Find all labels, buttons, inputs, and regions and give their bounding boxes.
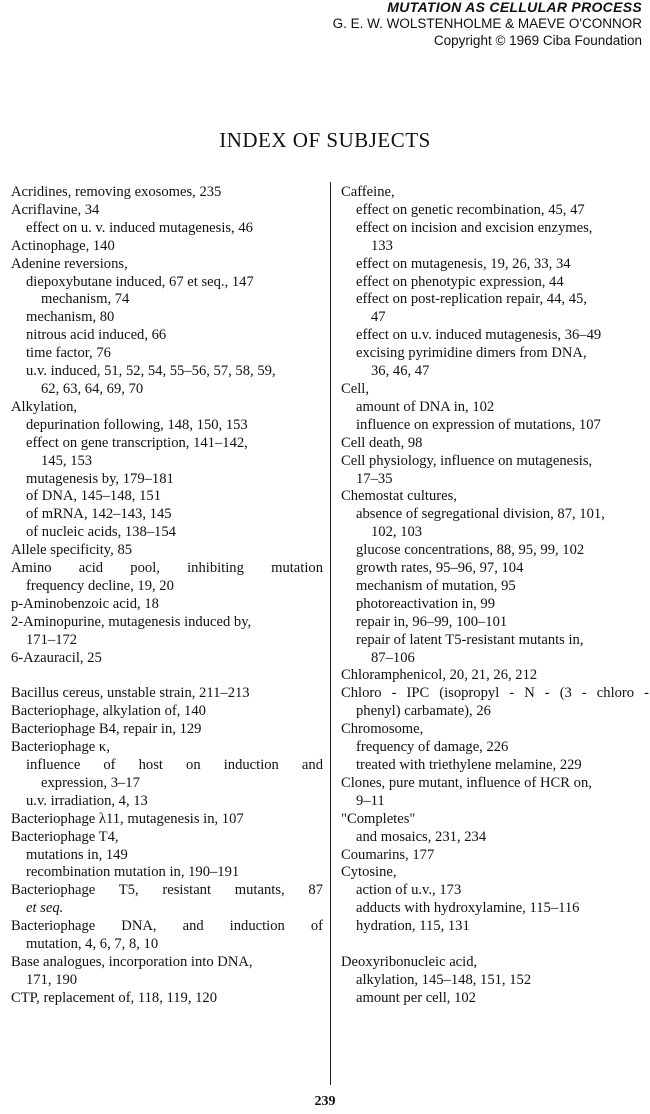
index-entry: Bacteriophage, alkylation of, 140 bbox=[11, 703, 206, 720]
index-continuation: mutation, 4, 6, 7, 8, 10 bbox=[26, 936, 159, 953]
index-continuation: 145, 153 bbox=[41, 452, 93, 469]
index-subentry: frequency of damage, 226 bbox=[356, 739, 509, 756]
index-entry: Bacteriophage T4, bbox=[11, 828, 119, 845]
index-continuation: frequency decline, 19, 20 bbox=[26, 577, 174, 594]
index-subentry: effect on gene transcription, 141–142, bbox=[26, 434, 248, 451]
index-entry: Base analogues, incorporation into DNA, bbox=[11, 953, 253, 970]
index-subentry: influence on expression of mutations, 107 bbox=[356, 416, 601, 433]
index-subentry: recombination mutation in, 190–191 bbox=[26, 864, 240, 881]
index-subentry: adducts with hydroxylamine, 115–116 bbox=[356, 900, 580, 917]
index-entry: Bacteriophage DNA, and induction of bbox=[11, 918, 323, 935]
index-entry: Actinophage, 140 bbox=[11, 237, 115, 254]
index-subentry: of mRNA, 142–143, 145 bbox=[26, 506, 172, 523]
page-number: 239 bbox=[314, 1094, 336, 1109]
index-continuation: phenyl) carbamate), 26 bbox=[356, 703, 491, 720]
index-continuation: 171, 190 bbox=[26, 971, 78, 988]
index-continuation: 87–106 bbox=[371, 649, 415, 666]
index-column-right bbox=[341, 184, 649, 1008]
index-entry: Acriflavine, 34 bbox=[11, 201, 100, 218]
index-entry: 2-Aminopurine, mutagenesis induced by, bbox=[11, 613, 252, 630]
index-entry: Clones, pure mutant, influence of HCR on, bbox=[341, 774, 592, 791]
index-subentry: growth rates, 95–96, 97, 104 bbox=[356, 560, 524, 577]
index-subentry: repair of latent T5-resistant mutants in, bbox=[356, 631, 584, 648]
index-continuation: expression, 3–17 bbox=[41, 774, 140, 791]
index-entry: Chloro - IPC (isopropyl - N - (3 - chloro - bbox=[341, 685, 649, 702]
index-continuation: 171–172 bbox=[26, 631, 78, 648]
index-subentry: depurination following, 148, 150, 153 bbox=[26, 416, 248, 433]
index-continuation: 62, 63, 64, 69, 70 bbox=[41, 380, 144, 397]
index-entry: Adenine reversions, bbox=[11, 255, 128, 272]
index-subentry: influence of host on induction and bbox=[26, 756, 323, 773]
book-header bbox=[333, 0, 642, 49]
index-subentry: action of u.v., 173 bbox=[356, 882, 462, 899]
index-subentry: repair in, 96–99, 100–101 bbox=[356, 613, 508, 630]
page-title: INDEX OF SUBJECTS bbox=[219, 128, 431, 152]
index-subentry: amount per cell, 102 bbox=[356, 989, 476, 1006]
index-entry: p-Aminobenzoic acid, 18 bbox=[11, 595, 159, 612]
index-entry: Bacteriophage T5, resistant mutants, 87 bbox=[11, 882, 323, 899]
index-subentry: photoreactivation in, 99 bbox=[356, 595, 496, 612]
index-entry: Cell, bbox=[341, 380, 369, 397]
index-entry: Alkylation, bbox=[11, 398, 78, 415]
index-subentry: effect on phenotypic expression, 44 bbox=[356, 273, 564, 290]
index-subentry: time factor, 76 bbox=[26, 345, 111, 362]
index-subentry: mechanism, 80 bbox=[26, 309, 115, 326]
index-continuation: 102, 103 bbox=[371, 524, 423, 541]
index-entry: Chromosome, bbox=[341, 721, 424, 738]
index-subentry: nitrous acid induced, 66 bbox=[26, 327, 167, 344]
index-entry: 6-Azauracil, 25 bbox=[11, 649, 102, 666]
index-entry: "Completes" bbox=[341, 810, 416, 827]
index-entry: Amino acid pool, inhibiting mutation bbox=[11, 560, 323, 577]
index-column-left bbox=[11, 184, 323, 1008]
copyright-line: Copyright © 1969 Ciba Foundation bbox=[433, 33, 642, 48]
letter-gap bbox=[341, 936, 649, 954]
index-subentry: u.v. induced, 51, 52, 54, 55–56, 57, 58, 59, bbox=[26, 363, 276, 380]
index-subentry: diepoxybutane induced, 67 et seq., 147 bbox=[26, 273, 254, 290]
index-subentry: effect on genetic recombination, 45, 47 bbox=[356, 201, 585, 218]
book-title: MUTATION AS CELLULAR PROCESS bbox=[387, 0, 642, 15]
index-entry: Coumarins, 177 bbox=[341, 846, 435, 863]
index-continuation: 47 bbox=[371, 309, 386, 326]
index-subentry: absence of segregational division, 87, 101, bbox=[356, 506, 605, 523]
letter-gap bbox=[11, 667, 323, 685]
index-subentry: effect on mutagenesis, 19, 26, 33, 34 bbox=[356, 255, 571, 272]
index-subentry: excising pyrimidine dimers from DNA, bbox=[356, 345, 587, 362]
book-editors: G. E. W. WOLSTENHOLME & MAEVE O'CONNOR bbox=[332, 16, 642, 31]
index-subentry: effect on u.v. induced mutagenesis, 36–49 bbox=[356, 327, 602, 344]
index-subentry: treated with triethylene melamine, 229 bbox=[356, 757, 582, 773]
index-entry: Chemostat cultures, bbox=[341, 488, 457, 505]
index-entry: Bacillus cereus, unstable strain, 211–213 bbox=[11, 685, 250, 702]
index-subentry: and mosaics, 231, 234 bbox=[356, 828, 487, 845]
index-continuation: 133 bbox=[371, 237, 393, 254]
index-subentry: of nucleic acids, 138–154 bbox=[26, 524, 176, 541]
index-subentry: mutations in, 149 bbox=[26, 846, 128, 863]
index-entry: Chloramphenicol, 20, 21, 26, 212 bbox=[341, 667, 538, 684]
index-entry: Bacteriophage λ11, mutagenesis in, 107 bbox=[11, 810, 244, 827]
index-entry: Bacteriophage κ, bbox=[11, 739, 110, 756]
index-continuation: et seq. bbox=[26, 900, 64, 917]
index-entry: Allele specificity, 85 bbox=[11, 542, 133, 559]
index-subentry: hydration, 115, 131 bbox=[356, 918, 470, 935]
index-subentry: alkylation, 145–148, 151, 152 bbox=[356, 971, 532, 988]
index-subentry: amount of DNA in, 102 bbox=[356, 398, 495, 415]
column-divider bbox=[330, 182, 331, 1085]
index-continuation: 36, 46, 47 bbox=[371, 363, 430, 380]
index-entry: Bacteriophage B4, repair in, 129 bbox=[11, 721, 202, 738]
index-entry: CTP, replacement of, 118, 119, 120 bbox=[11, 989, 218, 1006]
index-continuation: 9–11 bbox=[356, 792, 385, 809]
index-entry: Caffeine, bbox=[341, 184, 395, 200]
index-subentry: mutagenesis by, 179–181 bbox=[26, 470, 174, 487]
index-entry: Cell physiology, influence on mutagenesis, bbox=[341, 452, 593, 469]
index-entry: Cell death, 98 bbox=[341, 434, 423, 451]
index-subentry: glucose concentrations, 88, 95, 99, 102 bbox=[356, 542, 585, 559]
index-entry: Deoxyribonucleic acid, bbox=[341, 953, 478, 970]
index-subentry: mechanism, 74 bbox=[41, 291, 130, 308]
index-subentry: of DNA, 145–148, 151 bbox=[26, 488, 161, 505]
index-continuation: 17–35 bbox=[356, 470, 393, 487]
index-subentry: u.v. irradiation, 4, 13 bbox=[26, 792, 148, 809]
index-subentry: mechanism of mutation, 95 bbox=[356, 577, 516, 594]
index-entry: Acridines, removing exosomes, 235 bbox=[11, 184, 222, 200]
index-subentry: effect on incision and excision enzymes, bbox=[356, 219, 593, 236]
index-entry: Cytosine, bbox=[341, 864, 397, 881]
index-subentry: effect on post-replication repair, 44, 45, bbox=[356, 291, 587, 308]
index-subentry: effect on u. v. induced mutagenesis, 46 bbox=[26, 219, 253, 236]
